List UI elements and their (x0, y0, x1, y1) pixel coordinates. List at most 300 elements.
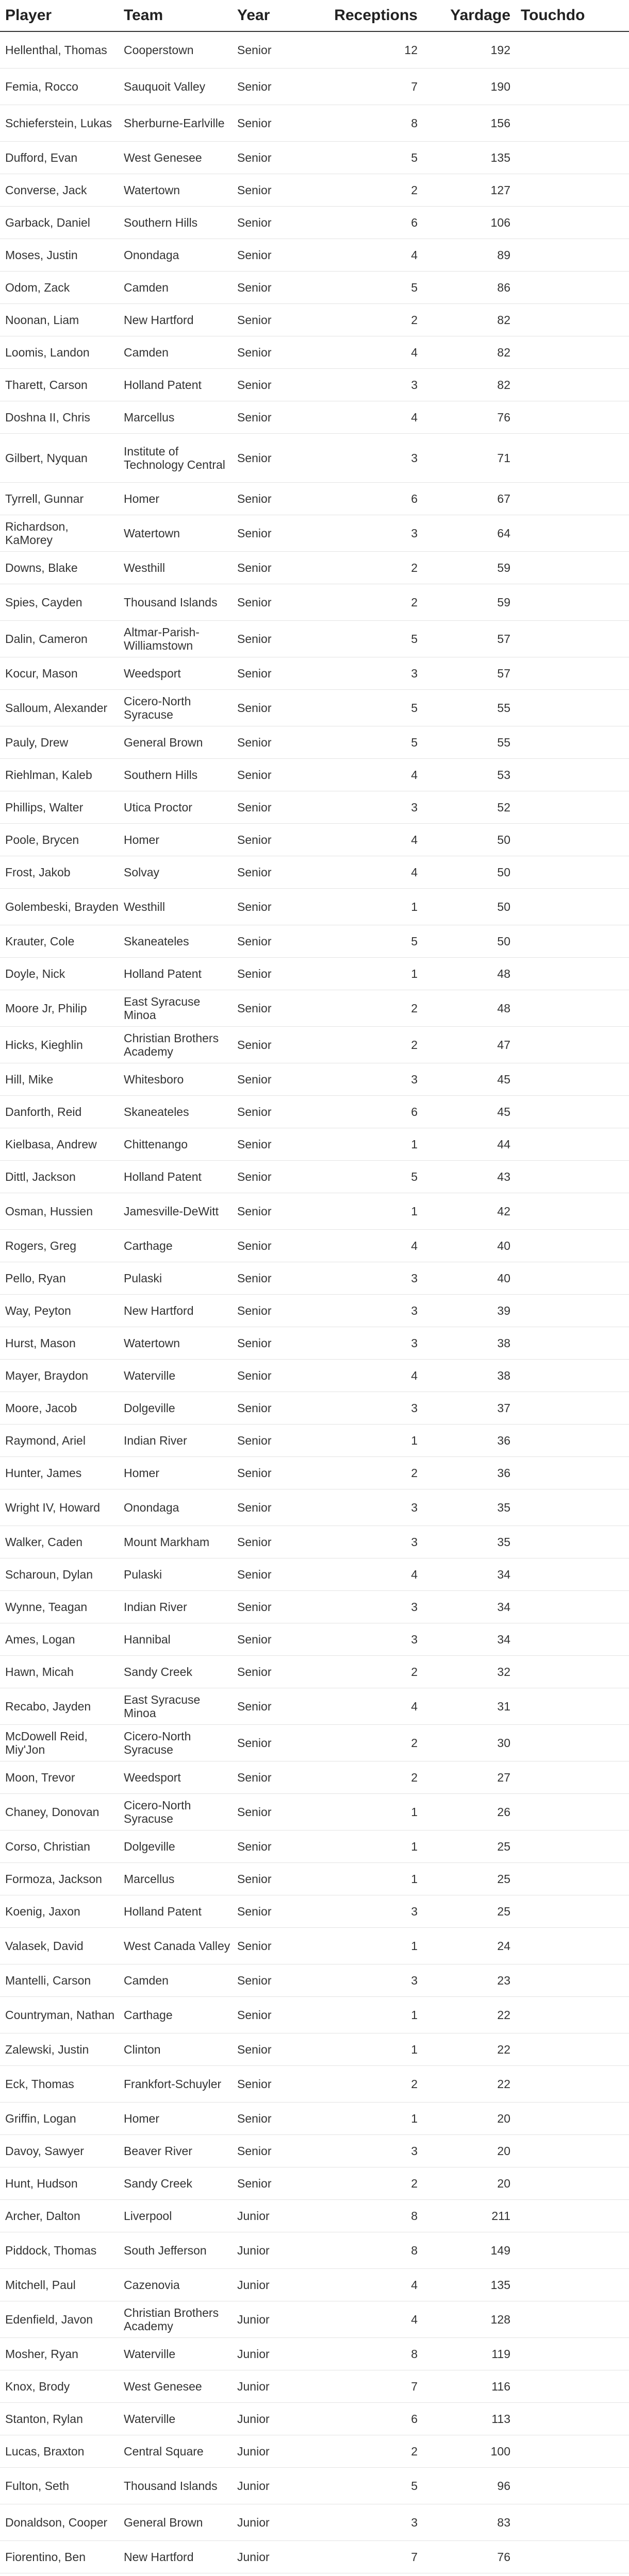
yardage-cell: 43 (423, 1161, 516, 1193)
table-row (0, 657, 629, 690)
touchdowns-cell (516, 621, 629, 657)
receptions-cell: 4 (314, 401, 423, 434)
yardage-cell: 27 (423, 1761, 516, 1794)
header-row (0, 0, 629, 31)
year-cell: Senior (232, 105, 314, 142)
team-cell: Frankfort-Schuyler (119, 2066, 232, 2103)
receptions-cell: 3 (314, 1526, 423, 1558)
touchdowns-cell (516, 515, 629, 552)
receptions-cell: 6 (314, 2403, 423, 2435)
player-cell: Pello, Ryan (0, 1262, 119, 1295)
table-row (0, 726, 629, 759)
team-cell: West Canada Valley (119, 1928, 232, 1964)
year-cell: Senior (232, 1360, 314, 1392)
yardage-cell: 36 (423, 1425, 516, 1457)
yardage-cell: 34 (423, 1558, 516, 1591)
year-cell: Junior (232, 2301, 314, 2338)
year-cell: Senior (232, 1964, 314, 1997)
yardage-cell (423, 2573, 516, 2576)
yardage-cell: 67 (423, 483, 516, 515)
year-cell: Senior (232, 69, 314, 105)
table-row (0, 990, 629, 1027)
year-cell: Senior (232, 1831, 314, 1863)
player-cell: Mantelli, Carson (0, 1964, 119, 1997)
touchdowns-cell (516, 759, 629, 791)
player-cell: Noonan, Liam (0, 304, 119, 336)
touchdowns-cell (516, 2200, 629, 2232)
table-row (0, 2370, 629, 2403)
touchdowns-cell (516, 2541, 629, 2573)
player-cell: Phillips, Walter (0, 791, 119, 824)
yardage-cell: 57 (423, 657, 516, 690)
touchdowns-cell (516, 1526, 629, 1558)
touchdowns-cell (516, 2468, 629, 2504)
year-cell: Senior (232, 791, 314, 824)
year-cell: Senior (232, 824, 314, 856)
touchdowns-cell (516, 1489, 629, 1526)
table-row (0, 483, 629, 515)
team-cell: Camden (119, 1964, 232, 1997)
player-cell: Moon, Trevor (0, 1761, 119, 1794)
team-cell: Pulaski (119, 1558, 232, 1591)
player-cell: Valasek, David (0, 1928, 119, 1964)
table-row (0, 1262, 629, 1295)
yardage-cell: 34 (423, 1591, 516, 1623)
team-cell: Carthage (119, 1997, 232, 2033)
table-row (0, 759, 629, 791)
receptions-cell: 8 (314, 2200, 423, 2232)
yardage-cell: 100 (423, 2435, 516, 2468)
yardage-cell: 119 (423, 2338, 516, 2370)
table-row (0, 304, 629, 336)
table-row (0, 1096, 629, 1128)
yardage-cell: 71 (423, 434, 516, 483)
table-header (0, 0, 629, 31)
year-cell: Senior (232, 1761, 314, 1794)
receptions-cell: 4 (314, 1360, 423, 1392)
touchdowns-cell (516, 483, 629, 515)
team-cell: Sherburne-Earlville (119, 105, 232, 142)
table-row (0, 2435, 629, 2468)
player-cell: Salloum, Alexander (0, 690, 119, 726)
yardage-cell: 96 (423, 2468, 516, 2504)
touchdowns-cell (516, 239, 629, 272)
touchdowns-cell (516, 1360, 629, 1392)
team-cell: Cooperstown (119, 31, 232, 69)
touchdowns-cell (516, 1096, 629, 1128)
player-cell: Tyrrell, Gunnar (0, 483, 119, 515)
touchdowns-cell (516, 791, 629, 824)
team-cell: Chittenango (119, 1128, 232, 1161)
column-header-yardage[interactable]: Yardage (423, 0, 516, 31)
touchdowns-cell (516, 1863, 629, 1895)
touchdowns-cell (516, 2370, 629, 2403)
year-cell: Senior (232, 2167, 314, 2200)
team-cell: Liverpool (119, 2200, 232, 2232)
team-cell: Cazenovia (119, 2269, 232, 2301)
year-cell: Senior (232, 1295, 314, 1327)
team-cell: Beaver River (119, 2135, 232, 2167)
team-cell: Holland Patent (119, 1895, 232, 1928)
receptions-cell: 5 (314, 726, 423, 759)
table-row (0, 2103, 629, 2135)
team-cell: Homer (119, 483, 232, 515)
player-cell: Loomis, Landon (0, 336, 119, 369)
table-row (0, 1688, 629, 1725)
year-cell: Senior (232, 1591, 314, 1623)
player-cell: Odom, Zack (0, 272, 119, 304)
player-cell: Mitchell, Paul (0, 2269, 119, 2301)
year-cell: Senior (232, 1688, 314, 1725)
player-cell: Davoy, Sawyer (0, 2135, 119, 2167)
receptions-cell: 4 (314, 2301, 423, 2338)
touchdowns-cell (516, 1964, 629, 1997)
player-cell: Stanton, Rylan (0, 2403, 119, 2435)
table-row (0, 552, 629, 584)
year-cell: Senior (232, 434, 314, 483)
player-cell: Chaney, Donovan (0, 1794, 119, 1831)
receptions-cell: 4 (314, 824, 423, 856)
team-cell: Holland Patent (119, 369, 232, 401)
yardage-cell: 40 (423, 1230, 516, 1262)
team-cell: Altmar-Parish-Williamstown (119, 621, 232, 657)
team-cell: Waterville (119, 2403, 232, 2435)
touchdowns-cell (516, 1688, 629, 1725)
player-cell: Recabo, Jayden (0, 1688, 119, 1725)
player-cell: Lucas, Braxton (0, 2435, 119, 2468)
receptions-cell: 2 (314, 2167, 423, 2200)
year-cell: Senior (232, 1895, 314, 1928)
yardage-cell: 52 (423, 791, 516, 824)
team-cell: Homer (119, 824, 232, 856)
table-row (0, 239, 629, 272)
player-cell: Tharett, Carson (0, 369, 119, 401)
team-cell: Clinton (119, 2033, 232, 2066)
receptions-cell: 12 (314, 31, 423, 69)
team-cell: Homer (119, 1457, 232, 1489)
touchdowns-cell (516, 726, 629, 759)
team-cell: West Genesee (119, 142, 232, 174)
touchdowns-cell (516, 2033, 629, 2066)
receptions-cell: 2 (314, 1457, 423, 1489)
yardage-cell: 89 (423, 239, 516, 272)
receptions-cell: 8 (314, 2338, 423, 2370)
player-cell: Kocur, Mason (0, 657, 119, 690)
yardage-cell: 23 (423, 1964, 516, 1997)
touchdowns-cell (516, 824, 629, 856)
player-cell: Moses, Justin (0, 239, 119, 272)
touchdowns-cell (516, 2066, 629, 2103)
year-cell: Senior (232, 31, 314, 69)
yardage-cell: 55 (423, 726, 516, 759)
year-cell: Senior (232, 2066, 314, 2103)
table-row (0, 2200, 629, 2232)
touchdowns-cell (516, 1623, 629, 1656)
yardage-cell: 20 (423, 2135, 516, 2167)
yardage-cell: 82 (423, 369, 516, 401)
yardage-cell: 36 (423, 1457, 516, 1489)
team-cell: Westhill (119, 552, 232, 584)
player-cell: Riehlman, Kaleb (0, 759, 119, 791)
touchdowns-cell (516, 1558, 629, 1591)
touchdowns-cell (516, 207, 629, 239)
table-row (0, 2573, 629, 2576)
yardage-cell: 22 (423, 2066, 516, 2103)
table-row (0, 1591, 629, 1623)
receptions-cell: 3 (314, 1591, 423, 1623)
player-cell: Krauter, Cole (0, 925, 119, 958)
yardage-cell: 128 (423, 2301, 516, 2338)
table-row (0, 2269, 629, 2301)
touchdowns-cell (516, 2103, 629, 2135)
receptions-cell: 3 (314, 1392, 423, 1425)
year-cell: Junior (232, 2338, 314, 2370)
team-cell: Skaneateles (119, 1096, 232, 1128)
yardage-cell: 156 (423, 105, 516, 142)
team-cell: Sandy Creek (119, 1656, 232, 1688)
team-cell: Onondaga (119, 239, 232, 272)
team-cell: Dolgeville (119, 1392, 232, 1425)
team-cell: Cicero-North Syracuse (119, 1794, 232, 1831)
team-cell: Skaneateles (119, 925, 232, 958)
receptions-cell: 1 (314, 1794, 423, 1831)
receptions-cell: 3 (314, 434, 423, 483)
player-cell: Hunt, Hudson (0, 2167, 119, 2200)
receptions-cell: 6 (314, 483, 423, 515)
table-row (0, 1761, 629, 1794)
receptions-cell: 5 (314, 142, 423, 174)
yardage-cell: 50 (423, 856, 516, 889)
table-row (0, 1295, 629, 1327)
touchdowns-cell (516, 1230, 629, 1262)
receptions-cell: 1 (314, 2033, 423, 2066)
team-cell: Homer (119, 2103, 232, 2135)
touchdowns-cell (516, 2301, 629, 2338)
year-cell: Senior (232, 552, 314, 584)
table-row (0, 1623, 629, 1656)
table-row (0, 1997, 629, 2033)
touchdowns-cell (516, 990, 629, 1027)
team-cell: Watertown (119, 1327, 232, 1360)
team-cell: Whitesboro (119, 1063, 232, 1096)
receptions-cell: 8 (314, 2232, 423, 2269)
year-cell: Senior (232, 621, 314, 657)
column-header-year[interactable]: Year (232, 0, 314, 31)
team-cell: Thousand Islands (119, 2468, 232, 2504)
yardage-cell: 20 (423, 2103, 516, 2135)
yardage-cell: 42 (423, 1193, 516, 1230)
year-cell: Senior (232, 401, 314, 434)
player-cell: Frost, Jakob (0, 856, 119, 889)
player-cell: Richardson, KaMorey (0, 515, 119, 552)
column-header-touchdowns[interactable]: Touchdo (516, 0, 629, 31)
receptions-cell: 1 (314, 889, 423, 925)
table-row (0, 2504, 629, 2541)
touchdowns-cell (516, 1656, 629, 1688)
yardage-cell: 37 (423, 1392, 516, 1425)
year-cell: Senior (232, 1193, 314, 1230)
year-cell: Junior (232, 2200, 314, 2232)
yardage-cell: 135 (423, 142, 516, 174)
year-cell: Senior (232, 2135, 314, 2167)
yardage-cell: 48 (423, 958, 516, 990)
team-cell: Weedsport (119, 1761, 232, 1794)
table-row (0, 1360, 629, 1392)
receptions-cell: 7 (314, 2370, 423, 2403)
receptions-cell: 4 (314, 239, 423, 272)
team-cell: Weedsport (119, 657, 232, 690)
touchdowns-cell (516, 1831, 629, 1863)
team-cell (119, 2573, 232, 2576)
yardage-cell: 39 (423, 1295, 516, 1327)
receptions-cell: 2 (314, 1761, 423, 1794)
table-row (0, 2232, 629, 2269)
table-row (0, 1964, 629, 1997)
receptions-cell: 2 (314, 990, 423, 1027)
table-row (0, 1193, 629, 1230)
yardage-cell: 25 (423, 1831, 516, 1863)
table-row (0, 1725, 629, 1761)
touchdowns-cell (516, 1895, 629, 1928)
touchdowns-cell (516, 1128, 629, 1161)
yardage-cell: 50 (423, 925, 516, 958)
player-cell: Zalewski, Justin (0, 2033, 119, 2066)
table-row (0, 1327, 629, 1360)
yardage-cell: 38 (423, 1360, 516, 1392)
player-cell: Pauly, Drew (0, 726, 119, 759)
year-cell: Senior (232, 1230, 314, 1262)
team-cell: Solvay (119, 856, 232, 889)
column-header-receptions[interactable]: Receptions (314, 0, 423, 31)
team-cell: Holland Patent (119, 1161, 232, 1193)
column-header-player[interactable]: Player (0, 0, 119, 31)
yardage-cell: 25 (423, 1895, 516, 1928)
touchdowns-cell (516, 1392, 629, 1425)
team-cell: West Genesee (119, 2370, 232, 2403)
touchdowns-cell (516, 552, 629, 584)
year-cell: Senior (232, 759, 314, 791)
receptions-cell: 5 (314, 2468, 423, 2504)
team-cell: Cicero-North Syracuse (119, 690, 232, 726)
yardage-cell: 25 (423, 1863, 516, 1895)
receptions-cell: 2 (314, 1656, 423, 1688)
receptions-cell: 2 (314, 1725, 423, 1761)
player-cell: Hicks, Kieghlin (0, 1027, 119, 1063)
yardage-cell: 82 (423, 304, 516, 336)
player-cell: Doyle, Nick (0, 958, 119, 990)
team-cell: Holland Patent (119, 958, 232, 990)
year-cell (232, 2573, 314, 2576)
table-row (0, 174, 629, 207)
yardage-cell: 44 (423, 1128, 516, 1161)
receptions-cell: 3 (314, 2135, 423, 2167)
touchdowns-cell (516, 2269, 629, 2301)
table-row (0, 401, 629, 434)
table-row (0, 2066, 629, 2103)
year-cell: Senior (232, 1027, 314, 1063)
touchdowns-cell (516, 1027, 629, 1063)
table-row (0, 1863, 629, 1895)
team-cell: Central Square (119, 2435, 232, 2468)
touchdowns-cell (516, 2504, 629, 2541)
yardage-cell: 50 (423, 824, 516, 856)
year-cell: Senior (232, 1096, 314, 1128)
touchdowns-cell (516, 142, 629, 174)
table-row (0, 856, 629, 889)
year-cell: Junior (232, 2370, 314, 2403)
receptions-cell: 4 (314, 2269, 423, 2301)
player-cell: Archer, Dalton (0, 2200, 119, 2232)
year-cell: Senior (232, 1997, 314, 2033)
year-cell: Senior (232, 1623, 314, 1656)
player-cell: Hill, Mike (0, 1063, 119, 1096)
year-cell: Junior (232, 2504, 314, 2541)
team-cell: Southern Hills (119, 759, 232, 791)
table-row (0, 105, 629, 142)
team-cell: Dolgeville (119, 1831, 232, 1863)
team-cell: Thousand Islands (119, 584, 232, 621)
yardage-cell: 35 (423, 1526, 516, 1558)
player-cell: Danforth, Reid (0, 1096, 119, 1128)
year-cell: Senior (232, 272, 314, 304)
table-row (0, 1928, 629, 1964)
column-header-team[interactable]: Team (119, 0, 232, 31)
receptions-cell: 4 (314, 1688, 423, 1725)
team-cell: Camden (119, 272, 232, 304)
receptions-cell: 2 (314, 552, 423, 584)
team-cell: Carthage (119, 1230, 232, 1262)
player-cell: Spies, Cayden (0, 584, 119, 621)
player-cell: Corso, Christian (0, 1831, 119, 1863)
year-cell: Senior (232, 1489, 314, 1526)
player-cell: Donaldson, Cooper (0, 2504, 119, 2541)
touchdowns-cell (516, 1725, 629, 1761)
team-cell: Christian Brothers Academy (119, 2301, 232, 2338)
player-cell: Raymond, Ariel (0, 1425, 119, 1457)
receptions-cell: 1 (314, 1425, 423, 1457)
player-cell: Osman, Hussien (0, 1193, 119, 1230)
table-row (0, 791, 629, 824)
player-cell: Piddock, Thomas (0, 2232, 119, 2269)
touchdowns-cell (516, 1063, 629, 1096)
yardage-cell: 35 (423, 1489, 516, 1526)
yardage-cell: 57 (423, 621, 516, 657)
yardage-cell: 20 (423, 2167, 516, 2200)
team-cell: Hannibal (119, 1623, 232, 1656)
table-row (0, 1027, 629, 1063)
yardage-cell: 34 (423, 1623, 516, 1656)
yardage-cell: 45 (423, 1096, 516, 1128)
receptions-cell: 7 (314, 69, 423, 105)
table-row (0, 69, 629, 105)
yardage-cell: 82 (423, 336, 516, 369)
team-cell: New Hartford (119, 2541, 232, 2573)
yardage-cell: 64 (423, 515, 516, 552)
receptions-cell: 3 (314, 1895, 423, 1928)
table-row (0, 272, 629, 304)
team-cell: New Hartford (119, 1295, 232, 1327)
receptions-cell: 8 (314, 105, 423, 142)
table-row (0, 207, 629, 239)
year-cell: Senior (232, 958, 314, 990)
yardage-cell: 190 (423, 69, 516, 105)
year-cell: Senior (232, 990, 314, 1027)
touchdowns-cell (516, 1457, 629, 1489)
player-cell: Wynne, Teagan (0, 1591, 119, 1623)
yardage-cell: 113 (423, 2403, 516, 2435)
team-cell: Indian River (119, 1425, 232, 1457)
player-cell: Femia, Rocco (0, 69, 119, 105)
